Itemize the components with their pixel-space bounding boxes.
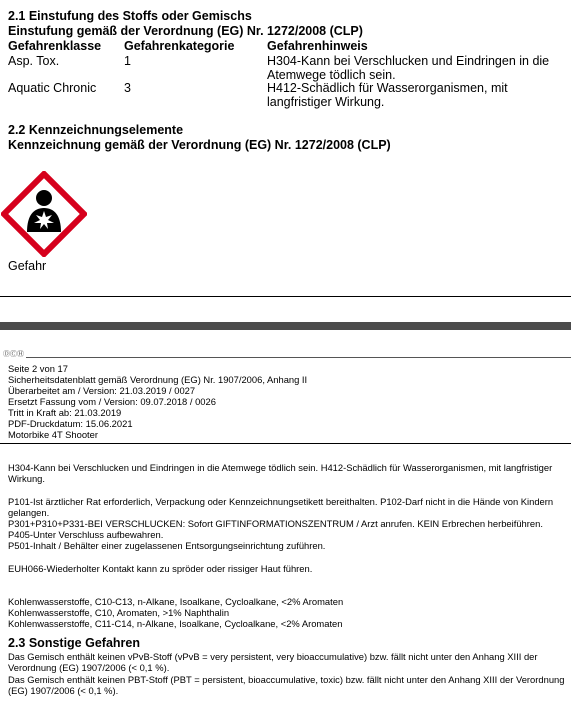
page-break-bar xyxy=(0,322,571,330)
column-header-klasse: Gefahrenklasse xyxy=(8,39,102,53)
hazard-klasse: Aquatic Chronic xyxy=(8,81,97,95)
header-bottom-rule xyxy=(0,443,571,444)
header-line: Sicherheitsdatenblatt gemäß Verordnung (EG) Nr. 1907/2006, Anhang II xyxy=(8,374,308,385)
section-2-2-heading: 2.2 Kennzeichnungselemente xyxy=(8,123,184,137)
header-line: Motorbike 4T Shooter xyxy=(8,429,98,440)
country-logo: ⒹⒸⒽ xyxy=(3,351,24,358)
header-line: Ersetzt Fassung vom / Version: 09.07.2018 / 0026 xyxy=(8,396,216,407)
ghs08-health-hazard-icon xyxy=(1,171,87,257)
page-divider-line xyxy=(0,296,571,297)
ingredient-line: Kohlenwasserstoffe, C10-C13, n-Alkane, Isoalkane, Cycloalkane, <2% Aromaten xyxy=(8,596,344,607)
hazard-klasse: Asp. Tox. xyxy=(8,54,60,68)
section-2-3-paragraph: Das Gemisch enthält keinen PBT-Stoff (PBT = persistent, bioaccumulative, toxic) bzw. fällt nicht unter den Anhang XIII der Verordnung (EG) 1907/2006 (< 0,1 %). xyxy=(8,674,565,696)
hazard-hinweis: H412-Schädlich für Wasserorganismen, mit langfristiger Wirkung. xyxy=(267,81,508,109)
header-line: Überarbeitet am / Version: 21.03.2019 / 0027 xyxy=(8,385,196,396)
signal-word: Gefahr xyxy=(8,259,47,273)
ingredient-line: Kohlenwasserstoffe, C11-C14, n-Alkane, Isoalkane, Cycloalkane, <2% Aromaten xyxy=(8,618,343,629)
h-statements: H304-Kann bei Verschlucken und Eindringen in die Atemwege tödlich sein. H412-Schädlich für Wasserorganismen, mit langfristiger Wirkung. xyxy=(8,462,553,484)
hazard-kategorie: 3 xyxy=(124,81,131,95)
ingredient-line: Kohlenwasserstoffe, C10, Aromaten, >1% Naphthalin xyxy=(8,607,230,618)
section-2-3-heading: 2.3 Sonstige Gefahren xyxy=(8,636,140,650)
section-2-1-heading: 2.1 Einstufung des Stoffs oder Gemischs xyxy=(8,9,252,23)
euh-statement: EUH066-Wiederholter Kontakt kann zu spröder oder rissiger Haut führen. xyxy=(8,563,313,574)
p-statement: P101-Ist ärztlicher Rat erforderlich, Verpackung oder Kennzeichnungsetikett bereithalten. P102-Darf nicht in die Hände von Kindern gelangen. xyxy=(8,496,554,518)
p-statement: P405-Unter Verschluss aufbewahren. xyxy=(8,529,164,540)
section-2-3-paragraph: Das Gemisch enthält keinen vPvB-Stoff (vPvB = very persistent, very bioaccumulative) bzw. fällt nicht unter den Anhang XIII der Verordnung (EG) 1907/2006 (< 0,1 %). xyxy=(8,651,538,673)
hazard-hinweis: H304-Kann bei Verschlucken und Eindringen in die Atemwege tödlich sein. xyxy=(267,54,550,82)
section-2-1-subheading: Einstufung gemäß der Verordnung (EG) Nr. 1272/2008 (CLP) xyxy=(8,24,363,38)
column-header-kategorie: Gefahrenkategorie xyxy=(124,39,235,53)
section-2-2-subheading: Kennzeichnung gemäß der Verordnung (EG) Nr. 1272/2008 (CLP) xyxy=(8,138,391,152)
header-line: PDF-Druckdatum: 15.06.2021 xyxy=(8,418,133,429)
p-statement: P501-Inhalt / Behälter einer zugelassenen Entsorgungseinrichtung zuführen. xyxy=(8,540,326,551)
column-header-hinweis: Gefahrenhinweis xyxy=(267,39,368,53)
header-line: Tritt in Kraft ab: 21.03.2019 xyxy=(8,407,122,418)
hazard-kategorie: 1 xyxy=(124,54,131,68)
header-line: Seite 2 von 17 xyxy=(8,363,68,374)
header-rule xyxy=(26,357,571,358)
p-statement: P301+P310+P331-BEI VERSCHLUCKEN: Sofort GIFTINFORMATIONSZENTRUM / Arzt anrufen. KEIN Erbrechen herbeiführen. xyxy=(8,518,543,529)
